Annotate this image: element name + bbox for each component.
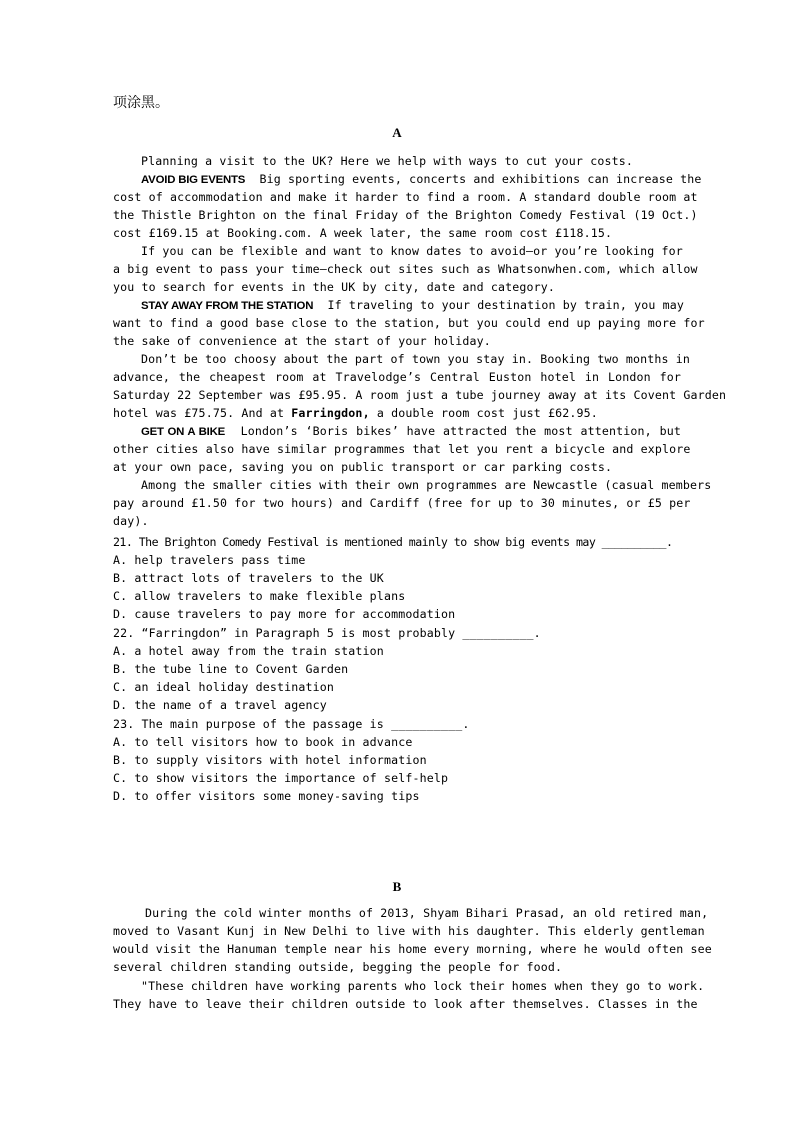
question-21-option-b: B. attract lots of travelers to the UK — [113, 571, 384, 585]
para-line: hotel was £75.75. And at Farringdon, a double room cost just £62.95. — [113, 406, 598, 420]
para-line: you to search for events in the UK by city, date and category. — [113, 280, 556, 294]
para-line: pay around £1.50 for two hours) and Cardiff (free for up to 30 minutes, or £5 per — [113, 496, 691, 510]
para-line: at your own pace, saving you on public transport or car parking costs. — [113, 460, 613, 474]
para-line: If you can be flexible and want to know dates to avoid—or you’re looking for — [141, 244, 683, 258]
para-line: They have to leave their children outside to look after themselves. Classes in the — [113, 997, 698, 1011]
para-line: day). — [113, 514, 149, 528]
para-line: several children standing outside, begging the people for food. — [113, 960, 563, 974]
para-line: Among the smaller cities with their own programmes are Newcastle (casual members — [141, 478, 712, 492]
bold-farringdon: Farringdon, — [291, 406, 370, 420]
question-22-option-b: B. the tube line to Covent Garden — [113, 662, 349, 676]
question-21-option-a: A. help travelers pass time — [113, 553, 306, 567]
section-b-letter: B — [392, 879, 402, 894]
section-a-letter: A — [392, 125, 402, 140]
question-23-option-a: A. to tell visitors how to book in advance — [113, 735, 413, 749]
heading-stay-away-from-the-station: STAY AWAY FROM THE STATION — [141, 300, 314, 312]
question-22-option-a: A. a hotel away from the train station — [113, 644, 384, 658]
para-line: the Thistle Brighton on the final Friday of the Brighton Comedy Festival (19 Oct.) — [113, 208, 698, 222]
question-23-stem: 23. The main purpose of the passage is __________. — [113, 717, 470, 731]
question-21-stem: 21. The Brighton Comedy Festival is mentioned mainly to show big events may __________. — [113, 535, 673, 549]
para-line: would visit the Hanuman temple near his home every morning, where he would often see — [113, 942, 712, 956]
question-23-option-d: D. to offer visitors some money-saving tips — [113, 789, 420, 803]
para-line: the sake of convenience at the start of your holiday. — [113, 334, 491, 348]
para-line: cost £169.15 at Booking.com. A week later, the same room cost £118.15. — [113, 226, 613, 240]
question-23-option-b: B. to supply visitors with hotel information — [113, 753, 427, 767]
para-line: other cities also have similar programmes that let you rent a bicycle and explore — [113, 442, 691, 456]
para-line: a big event to pass your time—check out sites such as Whatsonwhen.com, which allow — [113, 262, 698, 276]
para-line: During the cold winter months of 2013, Shyam Bihari Prasad, an old retired man, — [145, 906, 709, 920]
para-line: Planning a visit to the UK? Here we help with ways to cut your costs. — [141, 154, 633, 168]
para-line: cost of accommodation and make it harder to find a room. A standard double room at — [113, 190, 698, 204]
para-line: STAY AWAY FROM THE STATION If traveling to your destination by train, you may — [141, 298, 684, 312]
para-line: Don’t be too choosy about the part of town you stay in. Booking two months in — [141, 352, 691, 366]
para-line: advance, the cheapest room at Travelodge’s Central Euston hotel in London for — [113, 370, 681, 384]
para-line: "These children have working parents who lock their homes when they go to work. — [141, 979, 705, 993]
header-cn: 项涂黑。 — [113, 96, 169, 111]
para-line: Saturday 22 September was £95.95. A room just a tube journey away at its Covent Garden — [113, 388, 727, 402]
question-21-option-c: C. allow travelers to make flexible plans — [113, 589, 406, 603]
heading-get-on-a-bike: GET ON A BIKE — [141, 426, 226, 438]
question-21-option-d: D. cause travelers to pay more for accommodation — [113, 607, 456, 621]
question-23-option-c: C. to show visitors the importance of self-help — [113, 771, 449, 785]
para-line: GET ON A BIKE London’s ‘Boris bikes’ have attracted the most attention, but — [141, 424, 682, 438]
heading-avoid-big-events: AVOID BIG EVENTS — [141, 174, 246, 186]
question-22-option-c: C. an ideal holiday destination — [113, 680, 335, 694]
question-22-stem: 22. “Farringdon” in Paragraph 5 is most probably __________. — [113, 626, 541, 640]
question-22-option-d: D. the name of a travel agency — [113, 698, 327, 712]
para-line: AVOID BIG EVENTS Big sporting events, concerts and exhibitions can increase the — [141, 172, 702, 186]
para-line: want to find a good base close to the station, but you could end up paying more for — [113, 316, 705, 330]
para-line: moved to Vasant Kunj in New Delhi to live with his daughter. This elderly gentleman — [113, 924, 705, 938]
